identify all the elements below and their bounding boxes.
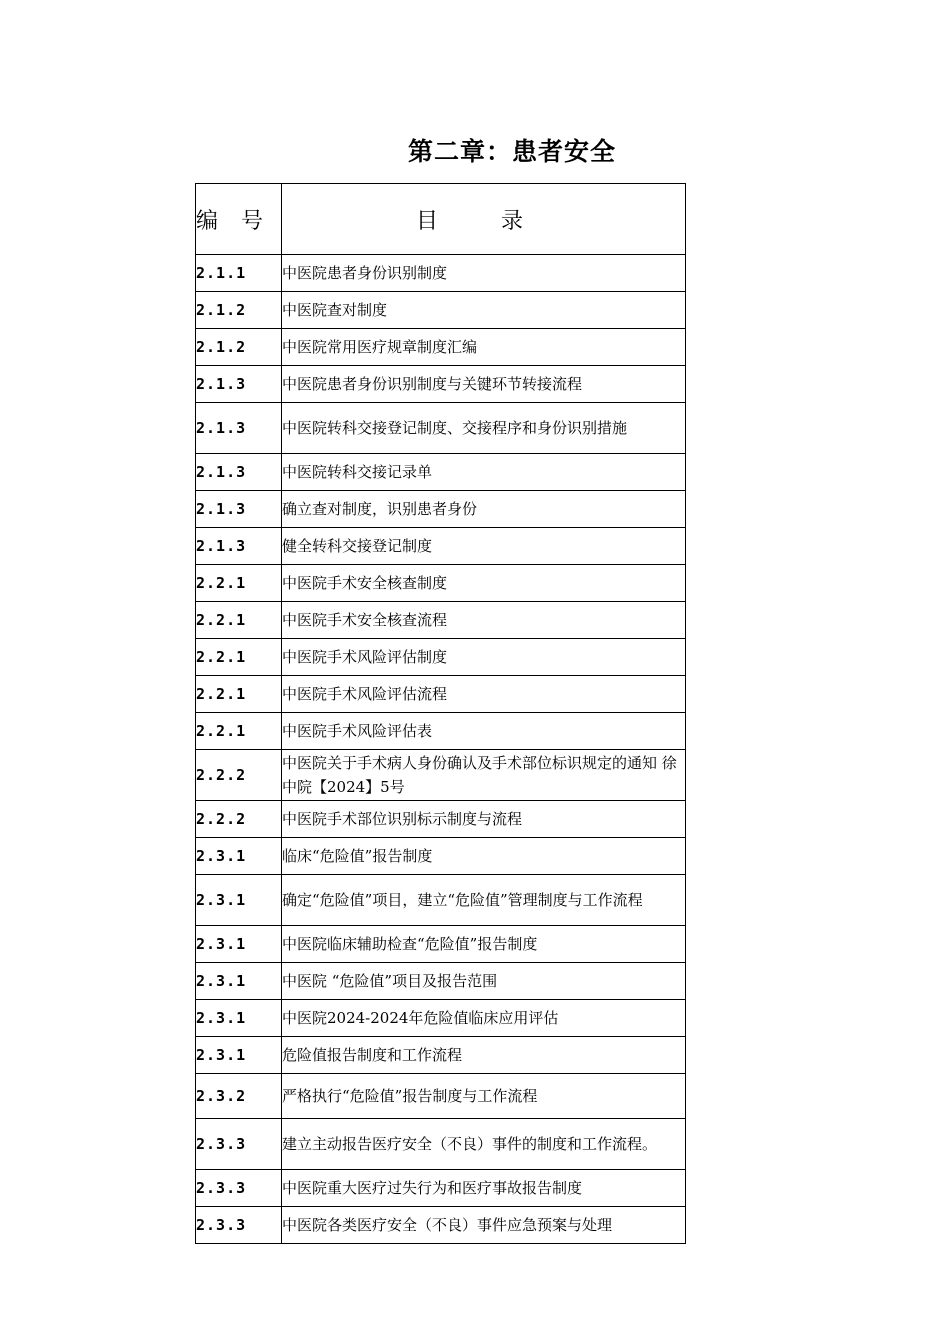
- row-text: 中医院手术风险评估表: [282, 713, 686, 750]
- row-text: 确立查对制度，识别患者身份: [282, 491, 686, 528]
- row-number: 2.1.2: [196, 329, 282, 366]
- row-number: 2.2.2: [196, 750, 282, 801]
- row-number: 2.3.3: [196, 1119, 282, 1170]
- row-text: 中医院临床辅助检查“危险值”报告制度: [282, 926, 686, 963]
- table-row: [196, 292, 686, 329]
- chapter-title: 第二章：患者安全: [407, 137, 616, 166]
- row-text: 中医院关于手术病人身份确认及手术部位标识规定的通知 徐中院【2024】5号: [282, 750, 686, 801]
- table-row: [196, 1000, 686, 1037]
- row-number: 2.3.3: [196, 1170, 282, 1207]
- row-number: 2.1.3: [196, 403, 282, 454]
- row-text: 中医院 “危险值”项目及报告范围: [282, 963, 686, 1000]
- row-number: 2.3.1: [196, 963, 282, 1000]
- row-number: 2.1.1: [196, 255, 282, 292]
- row-number: 2.3.1: [196, 875, 282, 926]
- table-row: [196, 491, 686, 528]
- table-row: [196, 639, 686, 676]
- row-number: 2.3.1: [196, 926, 282, 963]
- row-number: 2.2.1: [196, 565, 282, 602]
- row-number: 2.2.1: [196, 639, 282, 676]
- row-text: 中医院转科交接登记制度、交接程序和身份识别措施: [282, 403, 686, 454]
- table-row: [196, 1119, 686, 1170]
- row-number: 2.3.2: [196, 1074, 282, 1119]
- table-row: [196, 1037, 686, 1074]
- row-number: 2.1.3: [196, 528, 282, 565]
- row-number: 2.2.1: [196, 676, 282, 713]
- table-row: [196, 403, 686, 454]
- table-row: [196, 676, 686, 713]
- table-row: [196, 926, 686, 963]
- row-number: 2.2.2: [196, 801, 282, 838]
- table-row: [196, 366, 686, 403]
- row-number: 2.2.1: [196, 713, 282, 750]
- table-row: [196, 602, 686, 639]
- row-number: 2.3.1: [196, 1000, 282, 1037]
- row-text: 确定“危险值”项目，建立“危险值”管理制度与工作流程: [282, 875, 686, 926]
- table-header-row: [196, 184, 686, 255]
- row-text: 中医院手术安全核查流程: [282, 602, 686, 639]
- row-text: 中医院2024-2024年危险值临床应用评估: [282, 1000, 686, 1037]
- table-row: [196, 565, 686, 602]
- row-number: 2.2.1: [196, 602, 282, 639]
- row-text: 中医院查对制度: [282, 292, 686, 329]
- row-text: 中医院手术部位识别标示制度与流程: [282, 801, 686, 838]
- table-row: [196, 255, 686, 292]
- row-text: 健全转科交接登记制度: [282, 528, 686, 565]
- table-row: [196, 963, 686, 1000]
- header-number: 编 号: [196, 184, 282, 255]
- row-text: 中医院重大医疗过失行为和医疗事故报告制度: [282, 1170, 686, 1207]
- table-row: [196, 838, 686, 875]
- row-text: 中医院患者身份识别制度: [282, 255, 686, 292]
- table-row: [196, 1074, 686, 1119]
- row-text: 中医院各类医疗安全（不良）事件应急预案与处理: [282, 1207, 686, 1244]
- table-row: [196, 1170, 686, 1207]
- row-number: 2.3.1: [196, 838, 282, 875]
- row-number: 2.1.3: [196, 454, 282, 491]
- row-number: 2.1.2: [196, 292, 282, 329]
- table-row: [196, 801, 686, 838]
- row-text: 危险值报告制度和工作流程: [282, 1037, 686, 1074]
- row-text: 严格执行“危险值”报告制度与工作流程: [282, 1074, 686, 1119]
- row-text: 中医院手术风险评估流程: [282, 676, 686, 713]
- table-row: [196, 329, 686, 366]
- table-row: [196, 750, 686, 801]
- table-row: [196, 454, 686, 491]
- row-number: 2.1.3: [196, 366, 282, 403]
- row-number: 2.1.3: [196, 491, 282, 528]
- table-row: [196, 875, 686, 926]
- table-row: [196, 528, 686, 565]
- table-row: [196, 713, 686, 750]
- contents-table: [195, 183, 686, 1244]
- row-text: 中医院常用医疗规章制度汇编: [282, 329, 686, 366]
- row-number: 2.3.1: [196, 1037, 282, 1074]
- row-text: 中医院患者身份识别制度与关键环节转接流程: [282, 366, 686, 403]
- row-text: 临床“危险值”报告制度: [282, 838, 686, 875]
- row-text: 中医院手术风险评估制度: [282, 639, 686, 676]
- row-text: 中医院转科交接记录单: [282, 454, 686, 491]
- row-number: 2.3.3: [196, 1207, 282, 1244]
- table-row: [196, 1207, 686, 1244]
- header-contents: 目 录: [282, 184, 686, 255]
- row-text: 建立主动报告医疗安全（不良）事件的制度和工作流程。: [282, 1119, 686, 1170]
- row-text: 中医院手术安全核查制度: [282, 565, 686, 602]
